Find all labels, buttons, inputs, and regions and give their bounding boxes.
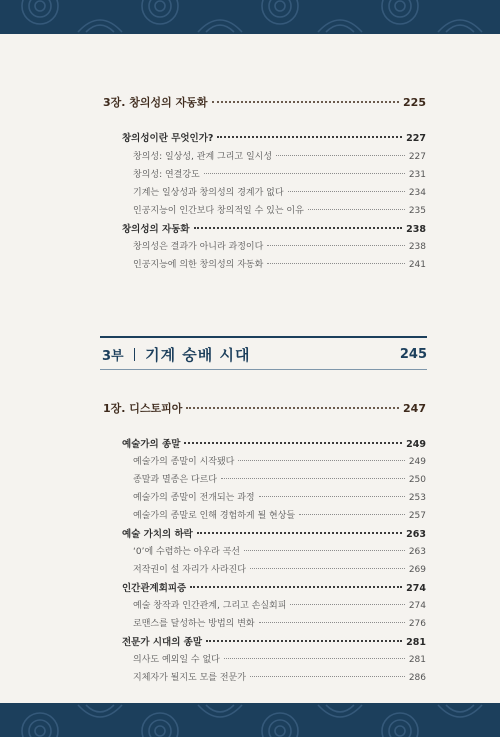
item-page: 241	[408, 260, 426, 270]
section-page: 249	[406, 439, 426, 450]
dot-leader	[259, 496, 405, 497]
item-page: 249	[408, 457, 426, 467]
part-number: 3부	[102, 349, 124, 364]
dot-leader	[204, 173, 405, 174]
item-page: 234	[408, 188, 426, 198]
dot-leader	[276, 155, 405, 156]
toc-section[interactable]	[122, 130, 426, 144]
item-label: 창의성은 결과가 아니라 과정이다	[133, 242, 264, 252]
dot-leader	[259, 622, 405, 623]
part-header[interactable]	[102, 344, 427, 365]
section-label: 예술 가치의 하락	[122, 529, 193, 540]
item-label: 창의성: 일상성, 관계 그리고 일시성	[133, 152, 273, 162]
dot-leader	[212, 101, 400, 103]
item-label: 예술가의 종말이 시작됐다	[133, 457, 235, 467]
item-page: 253	[408, 493, 426, 503]
toc-item[interactable]	[133, 670, 426, 683]
dot-leader	[308, 209, 405, 210]
item-page: 238	[408, 242, 426, 252]
dot-leader	[217, 136, 402, 138]
toc-item[interactable]	[133, 167, 426, 180]
section-label: 인간관계회피증	[122, 583, 187, 594]
toc-item[interactable]	[133, 257, 426, 270]
dot-leader	[221, 478, 405, 479]
toc-item[interactable]	[133, 149, 426, 162]
item-label: 인공지능에 의한 창의성의 자동화	[133, 260, 264, 270]
item-page: 257	[408, 511, 426, 521]
section-page: 263	[406, 529, 426, 540]
toc-item[interactable]	[133, 562, 426, 575]
section-label: 전문가 시대의 종말	[122, 637, 203, 648]
section-page: 281	[406, 637, 426, 648]
toc-section[interactable]	[122, 436, 426, 450]
section-page: 227	[406, 133, 426, 144]
dot-leader	[244, 550, 405, 551]
chapter-page: 225	[403, 96, 426, 109]
part-bottom-rule	[100, 369, 427, 370]
item-label: ‘0’에 수렴하는 아우라 곡선	[133, 547, 240, 557]
item-label: 종말과 멸종은 다르다	[133, 475, 217, 485]
toc-item[interactable]	[133, 652, 426, 665]
part-divider	[134, 348, 136, 361]
toc-section[interactable]	[122, 526, 426, 540]
toc-section[interactable]	[122, 221, 426, 235]
item-page: 235	[408, 206, 426, 216]
dot-leader	[224, 658, 405, 659]
toc-section[interactable]	[122, 634, 426, 648]
dot-leader	[299, 514, 405, 515]
dot-leader	[186, 407, 399, 409]
toc-item[interactable]	[133, 490, 426, 503]
chapter-label: 1장. 디스토피아	[103, 402, 183, 415]
part-top-rule	[100, 336, 427, 338]
item-label: 예술 창작과 인간관계, 그리고 손실회피	[133, 601, 287, 611]
toc-item[interactable]	[133, 203, 426, 216]
dot-leader	[194, 227, 403, 229]
lotus-ornament-pattern	[0, 0, 500, 34]
toc-item[interactable]	[133, 185, 426, 198]
section-label: 예술가의 종말	[122, 439, 181, 450]
section-page: 238	[406, 224, 426, 235]
top-decorative-band	[0, 0, 500, 34]
dot-leader	[250, 676, 405, 677]
dot-leader	[267, 263, 405, 264]
toc-item[interactable]	[133, 239, 426, 252]
bottom-decorative-band	[0, 703, 500, 737]
toc-section[interactable]	[122, 580, 426, 594]
dot-leader	[197, 532, 402, 534]
item-page: 281	[408, 655, 426, 665]
dot-leader	[184, 442, 402, 444]
toc-item[interactable]	[133, 598, 426, 611]
item-page: 276	[408, 619, 426, 629]
item-label: 지체자가 될지도 모를 전문가	[133, 673, 246, 683]
item-page: 263	[408, 547, 426, 557]
dot-leader	[238, 460, 404, 461]
item-page: 274	[408, 601, 426, 611]
item-label: 인공지능이 인간보다 창의적일 수 있는 이유	[133, 206, 304, 216]
chapter-page: 247	[403, 402, 426, 415]
item-label: 기계는 일상성과 창의성의 경계가 없다	[133, 188, 284, 198]
part-title: 기계 숭배 시대	[145, 346, 251, 364]
chapter-label: 3장. 창의성의 자동화	[103, 96, 208, 109]
section-page: 274	[406, 583, 426, 594]
toc-item[interactable]	[133, 472, 426, 485]
section-label: 창의성이란 무엇인가?	[122, 133, 214, 144]
dot-leader	[288, 191, 405, 192]
item-page: 286	[408, 673, 426, 683]
toc-chapter-3[interactable]	[103, 94, 426, 110]
dot-leader	[206, 640, 402, 642]
item-page: 227	[408, 152, 426, 162]
toc-item[interactable]	[133, 508, 426, 521]
dot-leader	[250, 568, 405, 569]
item-label: 예술가의 종말이 전개되는 과정	[133, 493, 255, 503]
item-page: 250	[408, 475, 426, 485]
lotus-ornament-pattern	[0, 703, 500, 737]
item-label: 저작권이 설 자리가 사라진다	[133, 565, 246, 575]
toc-item[interactable]	[133, 454, 426, 467]
toc-chapter-1[interactable]	[103, 400, 426, 416]
item-label: 창의성: 연결강도	[133, 170, 200, 180]
dot-leader	[290, 604, 404, 605]
toc-item[interactable]	[133, 616, 426, 629]
item-page: 231	[408, 170, 426, 180]
item-label: 예술가의 종말로 인해 경험하게 될 현상들	[133, 511, 296, 521]
item-label: 로맨스를 달성하는 방법의 변화	[133, 619, 255, 629]
part-page: 245	[399, 347, 427, 362]
dot-leader	[267, 245, 405, 246]
item-label: 의사도 예외일 수 없다	[133, 655, 220, 665]
section-label: 창의성의 자동화	[122, 224, 190, 235]
dot-leader	[190, 586, 402, 588]
toc-item[interactable]	[133, 544, 426, 557]
item-page: 269	[408, 565, 426, 575]
